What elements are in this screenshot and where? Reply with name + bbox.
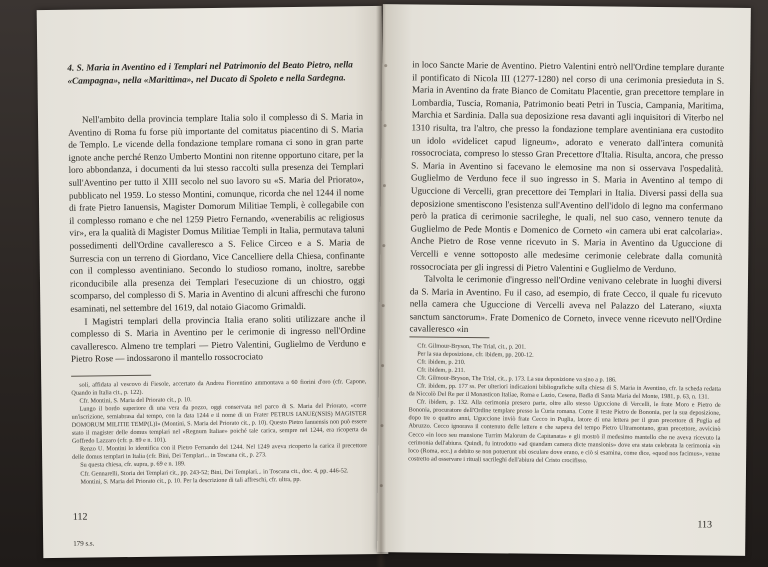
signature-mark: 179 s.s. <box>73 539 95 548</box>
footnote: Montini, S. Maria del Priorato cit., p. 10. Per la descrizione di tali affreschi, cfr. ultra, pp. <box>80 475 301 486</box>
footnote: Cfr. ibidem, pp. 177 ss. Per ulteriori indicazioni bibliografiche sulla chiesa di S. Maria in Aventino, cfr. la scheda redatta da Niccolò Del Re per il Monasticon Italiae, Roma e Lazio, Cesena, Badia di Santa Maria del Monte, 1981, p. 63, n. 131. <box>408 382 721 401</box>
footnote: Cfr. ibidem, p. 132. Alla cerimonia presero parte, oltre allo stesso Uguccione di Vercelli, le frate Moro e Pietro de Bononia, procuratore dell'Ordine templare presso la Curia romana. Come il teste Pietro de Bononia, per la sua deposizione, dopo tre o quattro anni, Uguccione inviò frate Cecco in Puglia, latore di una lettera per il gran precettore di Puglia ed Abruzzo. Cecco ignorava il contenuto delle lettere e che sapeva del tempo Pietro Ultramontano, gran precettore, avvicinò Cecco «in loco seu mansione Turrim Malorum de Capitanata» e gli mostrò il medesimo mantello che ne aveva ricevuto la cerimonia dell'abiura. Quindi, fu introdotto «ad quandam camera dicte mansionis» dove era stata celebrata la cerimonia «in loco (Roma, ecc.) a debito se non potuerunt ubi osculare dove erano, e ciò si esamina, come dice, «quod nos facimus», venne costretto ad osservare i rituali sacrileghi dell'abiura del Cristo crocifisso. <box>408 398 721 464</box>
right-body-text <box>409 58 724 338</box>
section-heading: 4. S. Maria in Aventino ed i Templari nel Patrimonio del Beato Pietro, nella «Campagna», nella «Marittima», nel Ducato di Spoleto e nella Sardegna. <box>67 59 353 86</box>
book-gutter-shadow <box>376 0 386 567</box>
right-footnotes <box>408 342 721 466</box>
footnote: Lungo il bordo superiore di una vera da pozzo, oggi conservata nel parco di S. Maria del Priorato, «corre un'iscrizione, semiabrasa dal tempo, con la data 1244 e il nome di un Frater PETRUS IANUE(NSIS) MAGISTER DOMORUM MILITIE TEMP(L)I» (Montini, S. Maria del Priorato cit., p. 10). Questo Pietro Ianuensis non può essere stato il magister delle domus templari nel «Regnum Italiae» poiché tale carica, sempre nel 1244, era ricoperta da Goffredo Lazzaro (cfr. p. 89 e n. 101). <box>71 402 367 446</box>
paragraph: Nell'ambito della provincia templare Italia solo il complesso di S. Maria in Aventino di Roma fu forse più importante del comitatus piacentino di S. Maria de Templo. Le vicende della fondazione templare romana ci sono in gran parte ignote anche perché Renzo Umberto Montini non ritenne opportuno citare, per la loro abbondanza, i documenti da lui stesso raccolti sulla presenza dei Templari sull'Aventino per tutto il XIII secolo nel suo lavoro su «S. Maria del Priorato», pubblicato nel 1959. Lo stesso Montini, comunque, ricorda che nel 1244 il nome di frate Pietro Ianuensis, Magister Domorum Militiae Templi, è collegabile con il complesso romano e che nel 1259 Pietro Fernando, «venerabilis ac religiosus vir», era la qualità di Magister Domus Militiae Templi in Italia, permutava taluni possedimenti dell'Ordine cavalleresco a S. Felice Circeo e a S. Maria de Surrescia con un terreno di Giordano, Vice Cancelliere della Chiesa, confinante con il complesso aventiniano. Secondo lo studioso romano, inoltre, sarebbe riconducibile alla presenza dei Templari l'esecuzione di un chiostro, oggi scomparso, del complesso di S. Maria in Aventino di alcuni affreschi che furono esaminati, nel settembre del 1619, dal notaio Giacomo Grimaldi. <box>68 111 366 314</box>
page-number: 112 <box>72 511 88 523</box>
paragraph: in loco Sancte Marie de Aventino. Pietro Valentini entrò nell'Ordine templare durante il pontificato di Nicola III (1277-1280) nel corso di una cerimonia presieduta in S. Maria in Aventino da frate Bianco de Comitatu Placentie, gran precettore templare in Lombardia, Tuscia, Romania, Patrimonio beati Petri in Tuscia, Campania, Maritima, Marchia et Sardinia. Dalla sua deposizione resa davanti agli inquisitori di Viterbo nel 1310 risulta, tra l'altro, che presso la fondazione templare aventiniana era custodito un idolo «videlicet capud ligneum», adorato e venerato dall'intera comunità rossocrociata, compreso lo stesso Gran Precettore d'Italia. Risulta, ancora, che presso S. Maria in Aventino si facevano le elemosine ma non si osservava l'ospedalità. Guglielmo de Verduno fece il suo ingresso in S. Maria in Aventino al tempo di Uguccione di Vercelli, gran precettore dei Templari in Italia. Diversi passi della sua deposizione smentiscono l'esistenza sull'Aventino dell'idolo di legno ma confermano però la pratica di cerimonie sacrileghe, le quali, nel suo caso, vennero tenute da Guglielmo de Pede Montis e Domenico de Corneto «in camera ubi erat calcolaria». Anche Pietro de Rose venne ricevuto in S. Maria in Aventino da Uguccione di Vercelli e venne sottoposto alle medesime cerimonie celebrate dalla comunità rossocrociata per gli ingressi di Pietro Valentini e Guglielmo de Verduno. <box>410 59 725 274</box>
footnote: Renzo U. Montini lo identifica con il Pietro Fernando del 1244. Nel 1249 aveva ricoperto la carica il precettore delle domus templari in Italia (cfr. Bini, Dei Templari... in Toscana cit., p. 273. <box>72 442 368 462</box>
page-number: 113 <box>697 519 713 531</box>
footnote: Cfr. Gilmour-Bryson, The Trial, cit., p. 173. La sua deposizione va sino a p. 186. <box>416 374 617 384</box>
footnote: Cfr. ibidem, p. 210. <box>417 358 466 367</box>
paragraph: Talvolta le cerimonie d'ingresso nell'Ordine venivano celebrate in luoghi diversi da S. Maria in Aventino. Fu il caso, ad esempio, di frate Cecco, il quale fu ricevuto nella camera che Uguccione di Vercelli aveva nel Palazzo del Laterano, «iuxta sanctum sanctorum». Frate Domenico de Corneto, invece venne ricevuto nell'Ordine cavalleresco «in <box>409 273 723 335</box>
footnote-rule <box>409 336 489 338</box>
footnote: Cfr. ibidem, p. 211. <box>417 366 466 375</box>
footnote: Cfr. Gilmour-Bryson, The Trial, cit., p. 201. <box>417 342 526 351</box>
footnote: soli, affidata al vescovo di Fiesole, accertato da Andrea Fiorentino ammontava a 60 fiorini d'oro (cfr. Capone, Quando in Italia cit., p. 122). <box>71 378 367 397</box>
footnote: Cfr. Montini, S. Maria del Priorato cit., p. 10. <box>79 396 192 405</box>
footnote: Per la sua deposizione, cfr. ibidem, pp. 200-12. <box>417 350 534 359</box>
footnote-rule <box>71 375 151 377</box>
left-page <box>37 6 389 558</box>
left-body-text <box>68 110 366 365</box>
paragraph: I Magistri templari della provincia Italia erano soliti utilizzare anche il complesso di S. Maria in Aventino per le cerimonie di ingresso nell'Ordine cavalleresco. Almeno tre templari — Pietro Valentini, Guglielmo de Verduno e Pietro Rose — indossarono il mantello rossocrociato <box>70 312 366 365</box>
footnote: Su questa chiesa, cfr. supra, p. 69 e n. 189. <box>80 460 186 470</box>
left-footnotes <box>71 378 367 486</box>
right-page <box>377 4 751 556</box>
footnote: Cfr. Gennarelli, Storia dei Templari cit., pp. 243-52; Bini, Dei Templari... in Toscana cit., doc. 4, pp. 446-52. <box>80 466 349 478</box>
